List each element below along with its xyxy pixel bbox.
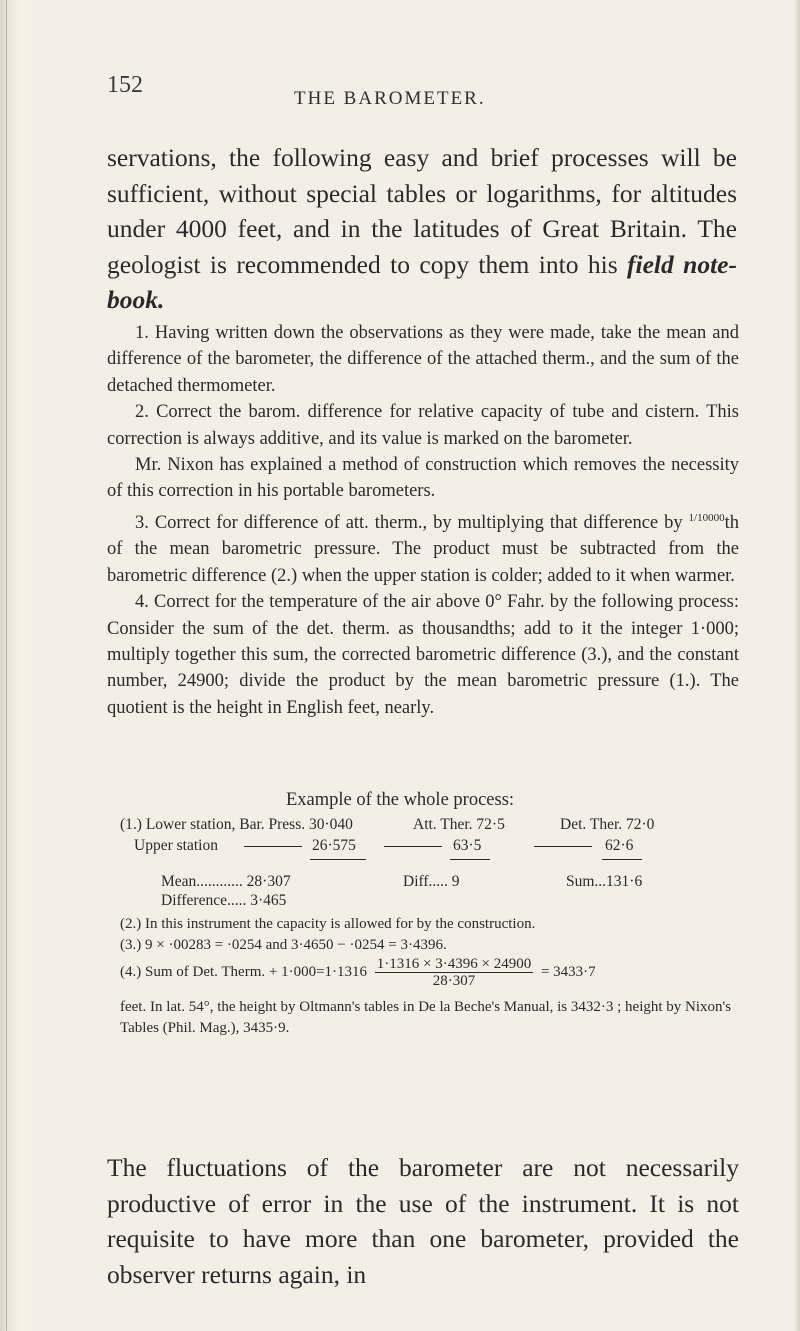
note-4-denominator: 28·307 <box>432 973 476 989</box>
example-row-mean <box>120 871 750 892</box>
lower-station-label: (1.) Lower station, Bar. Press. 30·040 <box>120 816 353 833</box>
mean-value: Mean............ 28·307 <box>161 873 291 890</box>
lead-emphasis: field note-book. <box>107 249 737 314</box>
step-3-fraction-denominator: 10000 <box>697 511 725 524</box>
step-3-text: 3. Correct for difference of att. therm., by multiplying that difference by <box>135 513 683 533</box>
binding-rule <box>6 0 7 1331</box>
page-header <box>0 0 800 130</box>
step-3-text-continued: th of the mean barometric pressure. The product must be subtracted from the barometric difference (2.) when the upper station is colder; added to it when warmer. <box>107 513 739 586</box>
upper-bar: 26·575 <box>312 837 356 854</box>
rule-det <box>602 859 642 860</box>
nixon-note: Mr. Nixon has explained a method of construction which removes the necessity of this correction in his portable barometers. <box>107 455 739 502</box>
sum-value: Sum...131·6 <box>566 873 643 890</box>
upper-dash-3 <box>528 835 598 856</box>
step-2: 2. Correct the barom. difference for relative capacity of tube and cistern. This correction is always additive, and its value is marked on the barometer. <box>107 402 739 449</box>
note-4-result: = 3433·7 <box>540 963 596 980</box>
upper-att: 63·5 <box>453 837 482 854</box>
note-2: (2.) In this instrument the capacity is allowed for by the construction. <box>120 916 536 932</box>
steps-section <box>107 320 739 721</box>
running-head: THE BAROMETER. <box>294 88 486 109</box>
closing-text: The fluctuations of the barometer are not necessarily productive of error in the use of the instrument. It is not requisite to have more than one barometer, provided the observer returns again, in <box>107 1153 739 1289</box>
note-4-numerator: 1·1316 × 3·4396 × 24900 <box>376 956 532 972</box>
note-3: (3.) 9 × ·00283 = ·0254 and 3·4650 − ·0254 = 3·4396. <box>120 937 447 953</box>
upper-dash-1 <box>238 835 308 856</box>
lead-paragraph <box>107 140 737 318</box>
example-row-upper <box>120 835 750 856</box>
page-number: 152 <box>107 72 143 98</box>
diff-value: Diff..... 9 <box>403 873 460 890</box>
lower-att-ther: Att. Ther. 72·5 <box>413 816 505 833</box>
note-5: feet. In lat. 54°, the height by Oltmann's tables in De la Beche's Manual, is 3432·3 ; height by Nixon's Tables (Phil. Mag.), 3435·9. <box>120 999 732 1036</box>
lead-text: servations, the following easy and brief processes will be sufficient, without special tables or logarithms, for altitudes under 4000 feet, and in the latitudes of Great Britain. The geologist is recommended to copy them into his <box>107 143 737 279</box>
upper-det: 62·6 <box>605 837 634 854</box>
rule-bar <box>310 859 366 860</box>
difference-value: Difference..... 3·465 <box>161 892 287 909</box>
note-4-prefix: (4.) Sum of Det. Therm. + 1·000=1·1316 <box>120 963 368 980</box>
example-row-lower <box>120 814 750 835</box>
note-4 <box>120 956 596 989</box>
rule-att <box>450 859 490 860</box>
step-1: 1. Having written down the observations as they were made, take the mean and difference of the barometer, the difference of the attached therm., and the sum of the detached thermometer. <box>107 323 739 396</box>
note-4-fraction <box>375 956 533 989</box>
example-row-difference <box>120 890 750 911</box>
step-3 <box>107 505 739 589</box>
step-4: 4. Correct for the temperature of the air above 0° Fahr. by the following process: Consider the sum of the det. therm. as thousandths; add to it the integer 1·000; multiply together this sum, the corrected barometric difference (3.), and the constant number, 24900; divide the product by the mean barometric pressure (1.). The quotient is the height in English feet, nearly. <box>107 592 739 718</box>
lower-det-ther: Det. Ther. 72·0 <box>560 816 655 833</box>
page-edge <box>794 0 800 1331</box>
upper-dash-2 <box>378 835 448 856</box>
upper-station-label: Upper station <box>134 837 218 854</box>
closing-paragraph <box>107 1150 739 1292</box>
step-3-fraction: 1/10000 <box>688 511 725 524</box>
example-title: Example of the whole process: <box>285 790 515 810</box>
